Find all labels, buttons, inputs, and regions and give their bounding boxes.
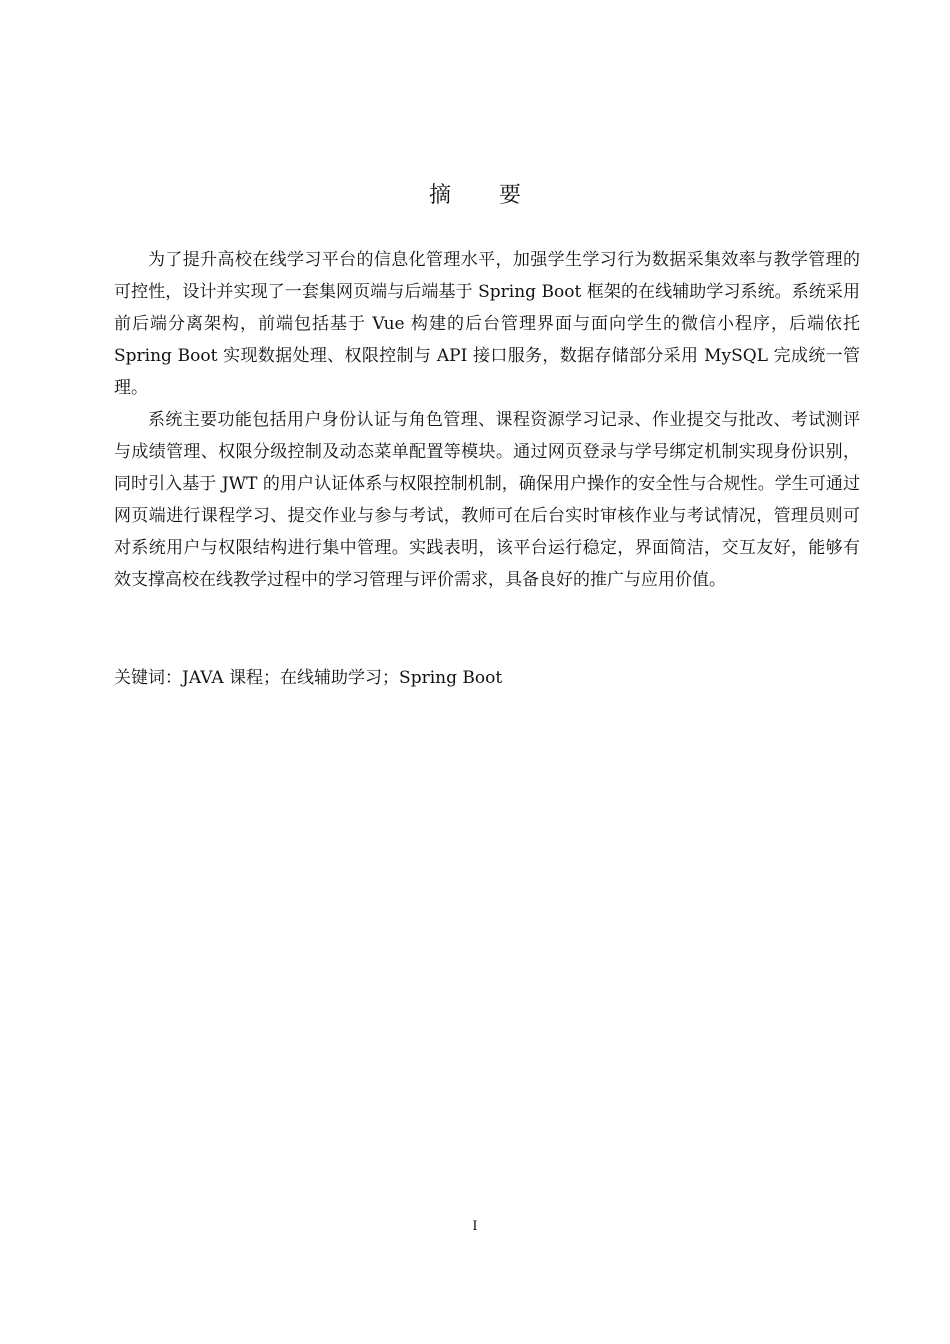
abstract-title-right: 要: [499, 183, 522, 208]
page-number: I: [472, 1219, 478, 1234]
keywords-line: [114, 662, 860, 694]
keywords-label: 关键词：: [114, 668, 182, 688]
abstract-body: [114, 244, 860, 596]
abstract-paragraph-2: 系统主要功能包括用户身份认证与角色管理、课程资源学习记录、作业提交与批改、考试测评与成绩管理、权限分级控制及动态菜单配置等模块。通过网页登录与学号绑定机制实现身份识别，同时引入基于 JWT 的用户认证体系与权限控制机制，确保用户操作的安全性与合规性。学生可通过网页端进行课程学习、提交作业与参与考试，教师可在后台实时审核作业与考试情况，管理员则可对系统用户与权限结构进行集中管理。实践表明，该平台运行稳定，界面简洁，交互友好，能够有效支撑高校在线教学过程中的学习管理与评价需求，具备良好的推广与应用价值。: [114, 410, 860, 590]
keywords-value: JAVA 课程；在线辅助学习；Spring Boot: [182, 668, 503, 688]
abstract-title-left: 摘: [428, 183, 451, 208]
abstract-paragraph-1: 为了提升高校在线学习平台的信息化管理水平，加强学生学习行为数据采集效率与教学管理的可控性，设计并实现了一套集网页端与后端基于 Spring Boot 框架的在线辅助学习系统。系统采用前后端分离架构，前端包括基于 Vue 构建的后台管理界面与面向学生的微信小程序，后端依托 Spring Boot 实现数据处理、权限控制与 API 接口服务，数据存储部分采用 MySQL 完成统一管理。: [114, 250, 860, 398]
abstract-title: [0, 180, 950, 212]
